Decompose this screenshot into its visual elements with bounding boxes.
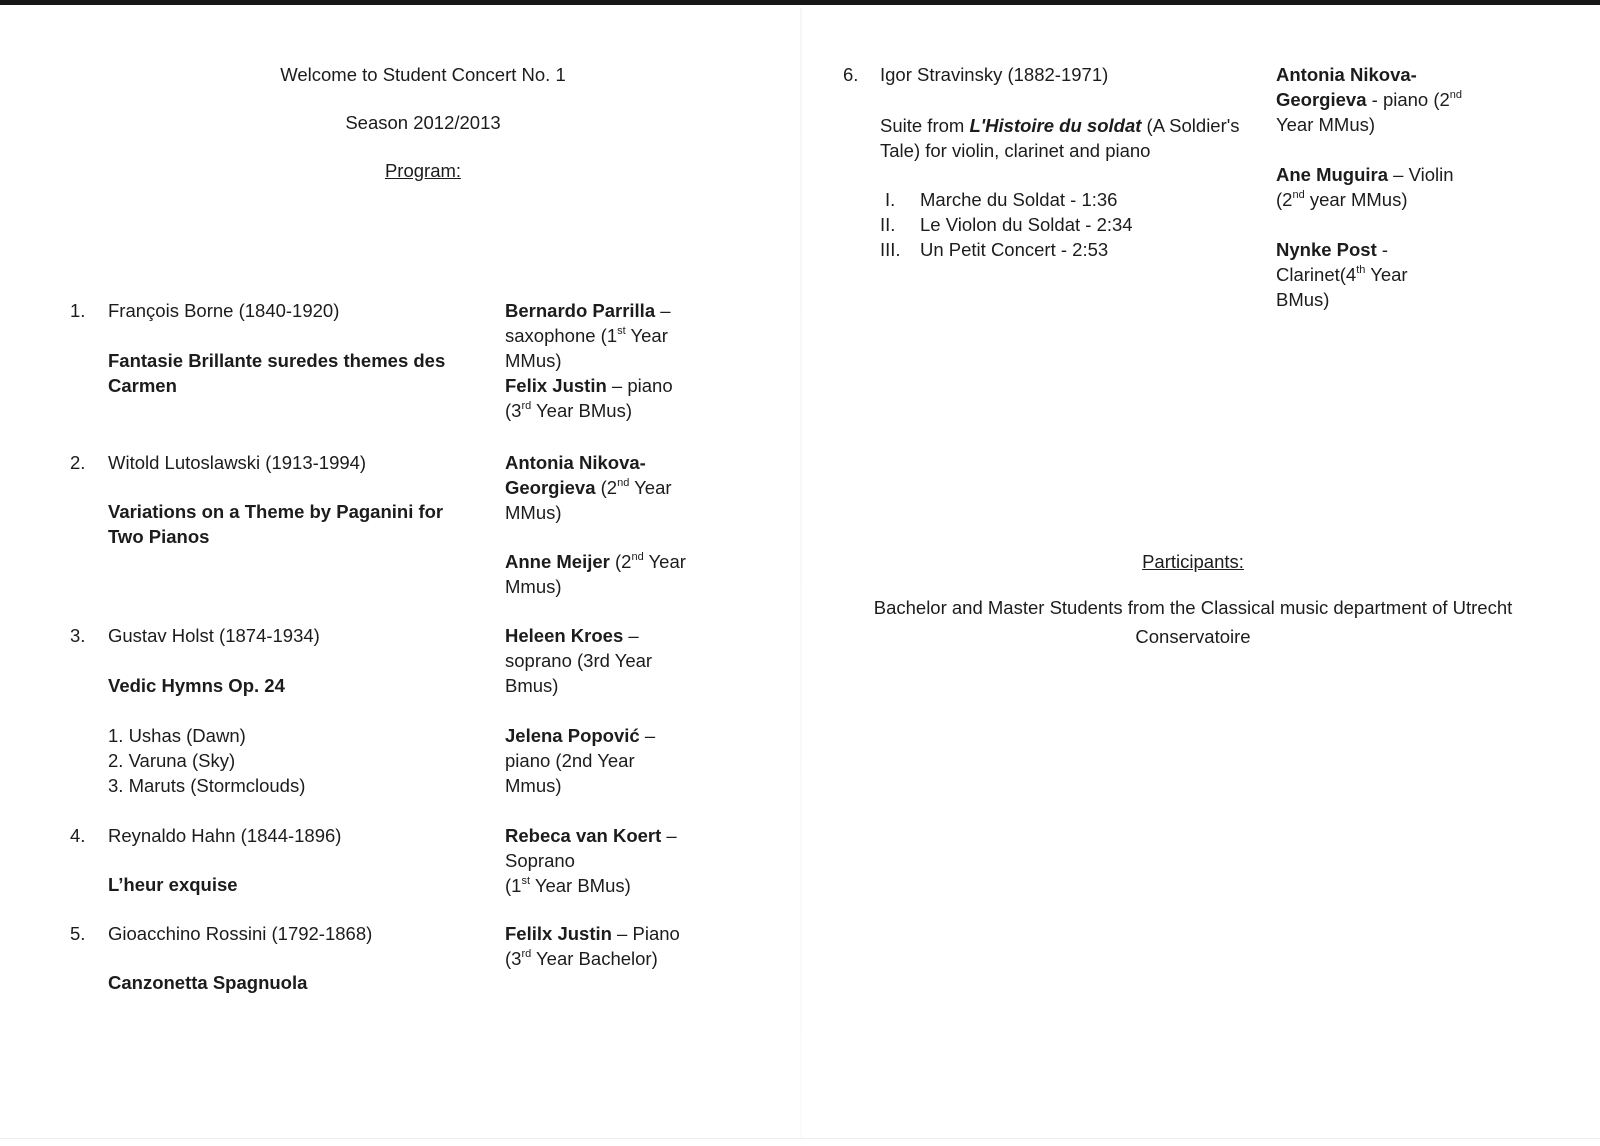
performer-line: soprano (3rd Year bbox=[505, 650, 653, 671]
performer-line: (2nd year MMus) bbox=[1276, 188, 1408, 210]
scan-bottom-edge bbox=[0, 1138, 1600, 1139]
hymn-line: 3. Maruts (Stormclouds) bbox=[108, 775, 306, 796]
performer-line: Bmus) bbox=[505, 675, 559, 696]
performer-line: MMus) bbox=[505, 502, 562, 523]
suite-title: L'Histoire du soldat bbox=[969, 115, 1142, 136]
performer-line: Ane Muguira – Violin bbox=[1276, 164, 1454, 185]
performer-name: Ane Muguira bbox=[1276, 164, 1389, 185]
composer: Reynaldo Hahn (1844-1896) bbox=[108, 825, 342, 846]
work-title-line2: Two Pianos bbox=[108, 526, 210, 547]
performer-name: Felix Justin bbox=[505, 375, 607, 396]
program-heading: Program: bbox=[384, 160, 462, 181]
performer-line: Soprano bbox=[505, 850, 575, 871]
composer: Witold Lutoslawski (1913-1994) bbox=[108, 452, 367, 473]
season-heading: Season 2012/2013 bbox=[345, 112, 501, 133]
performer-line: Mmus) bbox=[505, 775, 562, 796]
work-title-line1: Fantasie Brillante suredes themes des bbox=[108, 350, 446, 371]
hymn-line: 2. Varuna (Sky) bbox=[108, 750, 236, 771]
performer-name: Anne Meijer bbox=[505, 551, 610, 572]
performer-line: Nynke Post - bbox=[1276, 239, 1389, 260]
movement-text: Marche du Soldat - 1:36 bbox=[920, 189, 1118, 210]
item-number: 5. bbox=[70, 923, 86, 944]
movement-number: I. bbox=[885, 189, 896, 210]
performer-line: Clarinet(4th Year bbox=[1276, 263, 1408, 285]
performer-name: Felilx Justin bbox=[505, 923, 612, 944]
hymn-line: 1. Ushas (Dawn) bbox=[108, 725, 246, 746]
performer-name: Nynke Post bbox=[1276, 239, 1377, 260]
composer: Gioacchino Rossini (1792-1868) bbox=[108, 923, 373, 944]
performer-line: MMus) bbox=[505, 350, 562, 371]
performer-name: Jelena Popović bbox=[505, 725, 640, 746]
work-title-line2: Carmen bbox=[108, 375, 177, 396]
work-title-line1: Variations on a Theme by Paganini for bbox=[108, 501, 444, 522]
performer-line: Rebeca van Koert – bbox=[505, 825, 677, 846]
performer-line: Mmus) bbox=[505, 576, 562, 597]
item-number: 2. bbox=[70, 452, 86, 473]
welcome-heading: Welcome to Student Concert No. 1 bbox=[280, 64, 566, 85]
performer-line: (1st Year BMus) bbox=[505, 874, 631, 896]
work-title: L’heur exquise bbox=[108, 874, 238, 895]
participants-text-line2: Conservatoire bbox=[1135, 626, 1251, 647]
performer-line: Georgieva (2nd Year bbox=[505, 476, 672, 498]
page-fold bbox=[800, 8, 802, 1138]
item-number: 3. bbox=[70, 625, 86, 646]
performer-name: Heleen Kroes bbox=[505, 625, 624, 646]
participants-text-line1: Bachelor and Master Students from the Classical music department of Utrecht bbox=[873, 597, 1513, 618]
work-title: Canzonetta Spagnuola bbox=[108, 972, 308, 993]
performer-name: Antonia Nikova- bbox=[1276, 64, 1417, 85]
work-title: Vedic Hymns Op. 24 bbox=[108, 675, 285, 696]
performer-name: Bernardo Parrilla bbox=[505, 300, 656, 321]
movement-text: Le Violon du Soldat - 2:34 bbox=[920, 214, 1133, 235]
performer-line: Felilx Justin – Piano bbox=[505, 923, 680, 944]
performer-name: Rebeca van Koert bbox=[505, 825, 662, 846]
participants-heading: Participants: bbox=[1142, 551, 1244, 572]
composer: Gustav Holst (1874-1934) bbox=[108, 625, 320, 646]
performer-line: (3rd Year Bachelor) bbox=[505, 947, 658, 969]
performer-line: Heleen Kroes – bbox=[505, 625, 639, 646]
performer-line: Year MMus) bbox=[1276, 114, 1376, 135]
scan-top-edge bbox=[0, 0, 1600, 5]
performer-name: Antonia Nikova- bbox=[505, 452, 646, 473]
performer-line: (3rd Year BMus) bbox=[505, 399, 633, 421]
composer: Igor Stravinsky (1882-1971) bbox=[880, 64, 1109, 85]
performer-line: Felix Justin – piano bbox=[505, 375, 673, 396]
movement-number: III. bbox=[880, 239, 901, 260]
performer-line: Bernardo Parrilla – bbox=[505, 300, 671, 321]
item-number: 4. bbox=[70, 825, 86, 846]
performer-line: Jelena Popović – bbox=[505, 725, 656, 746]
movement-text: Un Petit Concert - 2:53 bbox=[920, 239, 1109, 260]
item-number: 6. bbox=[843, 64, 859, 85]
item-number: 1. bbox=[70, 300, 86, 321]
suite-line2: Tale) for violin, clarinet and piano bbox=[880, 140, 1151, 161]
performer-line: piano (2nd Year bbox=[505, 750, 635, 771]
suite-line1: Suite from L'Histoire du soldat (A Soldier's bbox=[880, 115, 1240, 136]
performer-line: BMus) bbox=[1276, 289, 1330, 310]
movement-number: II. bbox=[880, 214, 896, 235]
composer: François Borne (1840-1920) bbox=[108, 300, 340, 321]
performer-line: Anne Meijer (2nd Year bbox=[505, 550, 686, 572]
performer-line: saxophone (1st Year bbox=[505, 324, 668, 346]
performer-line: Georgieva - piano (2nd bbox=[1276, 88, 1463, 110]
